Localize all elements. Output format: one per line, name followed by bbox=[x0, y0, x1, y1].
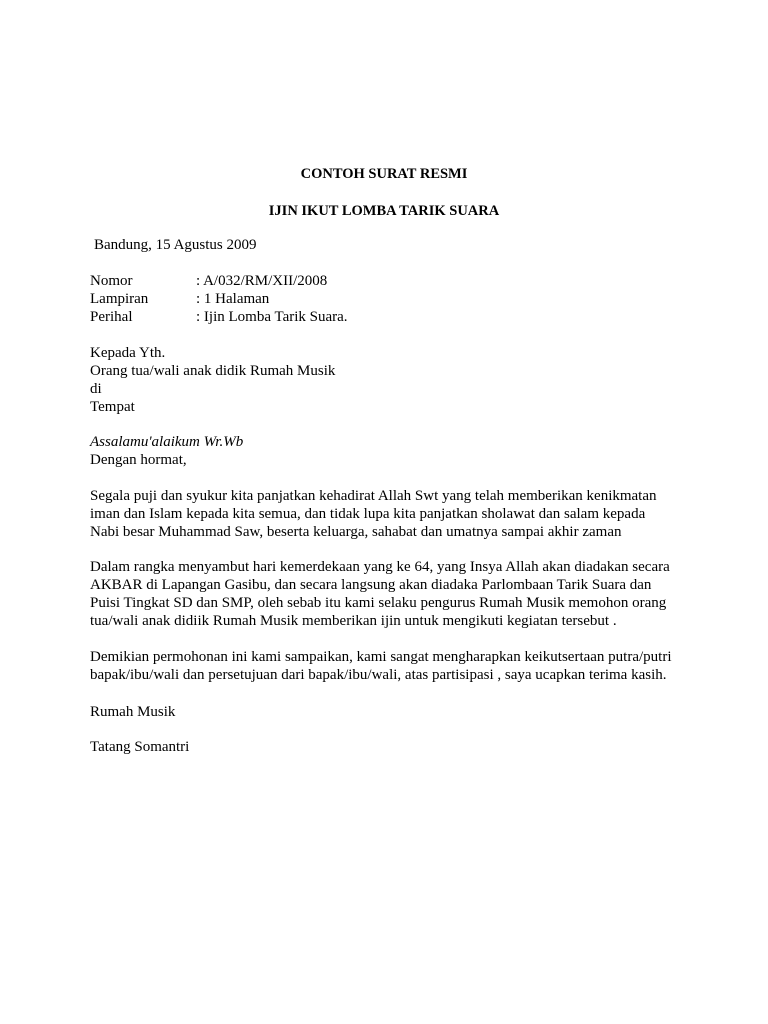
meta-label: Perihal bbox=[90, 309, 133, 325]
meta-row-nomor bbox=[90, 272, 710, 290]
paragraph-line: AKBAR di Lapangan Gasibu, dan secara langsung akan diadaka Parlombaan Tarik Suara dan bbox=[90, 577, 652, 593]
addressee-line: Kepada Yth. bbox=[90, 345, 166, 361]
paragraph-3 bbox=[90, 648, 710, 684]
meta-row-perihal bbox=[90, 308, 710, 326]
paragraph-line: Segala puji dan syukur kita panjatkan kehadirat Allah Swt yang telah memberikan kenikmatan bbox=[90, 488, 657, 504]
greeting: Assalamu'alaikum Wr.Wb bbox=[90, 434, 244, 450]
signatory-name: Tatang Somantri bbox=[90, 739, 190, 755]
paragraph-line: iman dan Islam kepada kita semua, dan tidak lupa kita panjatkan sholawat dan salam kepada bbox=[90, 506, 646, 522]
meta-label: Lampiran bbox=[90, 291, 149, 307]
paragraph-1 bbox=[90, 487, 710, 541]
paragraph-2 bbox=[90, 558, 710, 630]
paragraph-line: tua/wali anak didiik Rumah Musik memberikan ijin untuk mengikuti kegiatan tersebut . bbox=[90, 613, 617, 629]
paragraph-line: Nabi besar Muhammad Saw, beserta keluarga, sahabat dan umatnya sampai akhir zaman bbox=[90, 524, 622, 540]
addressee-line: di bbox=[90, 381, 102, 397]
document-subtitle: IJIN IKUT LOMBA TARIK SUARA bbox=[268, 203, 500, 219]
document-title: CONTOH SURAT RESMI bbox=[300, 166, 468, 182]
paragraph-line: Puisi Tingkat SD dan SMP, oleh sebab itu kami selaku pengurus Rumah Musik memohon orang bbox=[90, 595, 667, 611]
paragraph-line: bapak/ibu/wali dan persetujuan dari bapak/ibu/wali, atas partisipasi , saya ucapkan terima kasih. bbox=[90, 667, 667, 683]
meta-value: : A/032/RM/XII/2008 bbox=[196, 273, 328, 289]
meta-value: : 1 Halaman bbox=[196, 291, 270, 307]
sender bbox=[90, 703, 710, 721]
opening bbox=[90, 433, 710, 469]
sender-name: Rumah Musik bbox=[90, 704, 176, 720]
salutation: Dengan hormat, bbox=[90, 452, 187, 468]
meta-value: : Ijin Lomba Tarik Suara. bbox=[196, 309, 348, 325]
meta-label: Nomor bbox=[90, 273, 133, 289]
meta-row-lampiran bbox=[90, 290, 710, 308]
place-date bbox=[94, 236, 714, 254]
addressee-line: Tempat bbox=[90, 399, 135, 415]
letter-meta bbox=[90, 272, 710, 326]
signatory bbox=[90, 738, 710, 756]
addressee-line: Orang tua/wali anak didik Rumah Musik bbox=[90, 363, 336, 379]
place-date-text: Bandung, 15 Agustus 2009 bbox=[94, 237, 257, 253]
paragraph-line: Demikian permohonan ini kami sampaikan, kami sangat mengharapkan keikutsertaan putra/putri bbox=[90, 649, 672, 665]
addressee bbox=[90, 344, 710, 416]
paragraph-line: Dalam rangka menyambut hari kemerdekaan yang ke 64, yang Insya Allah akan diadakan secara bbox=[90, 559, 670, 575]
